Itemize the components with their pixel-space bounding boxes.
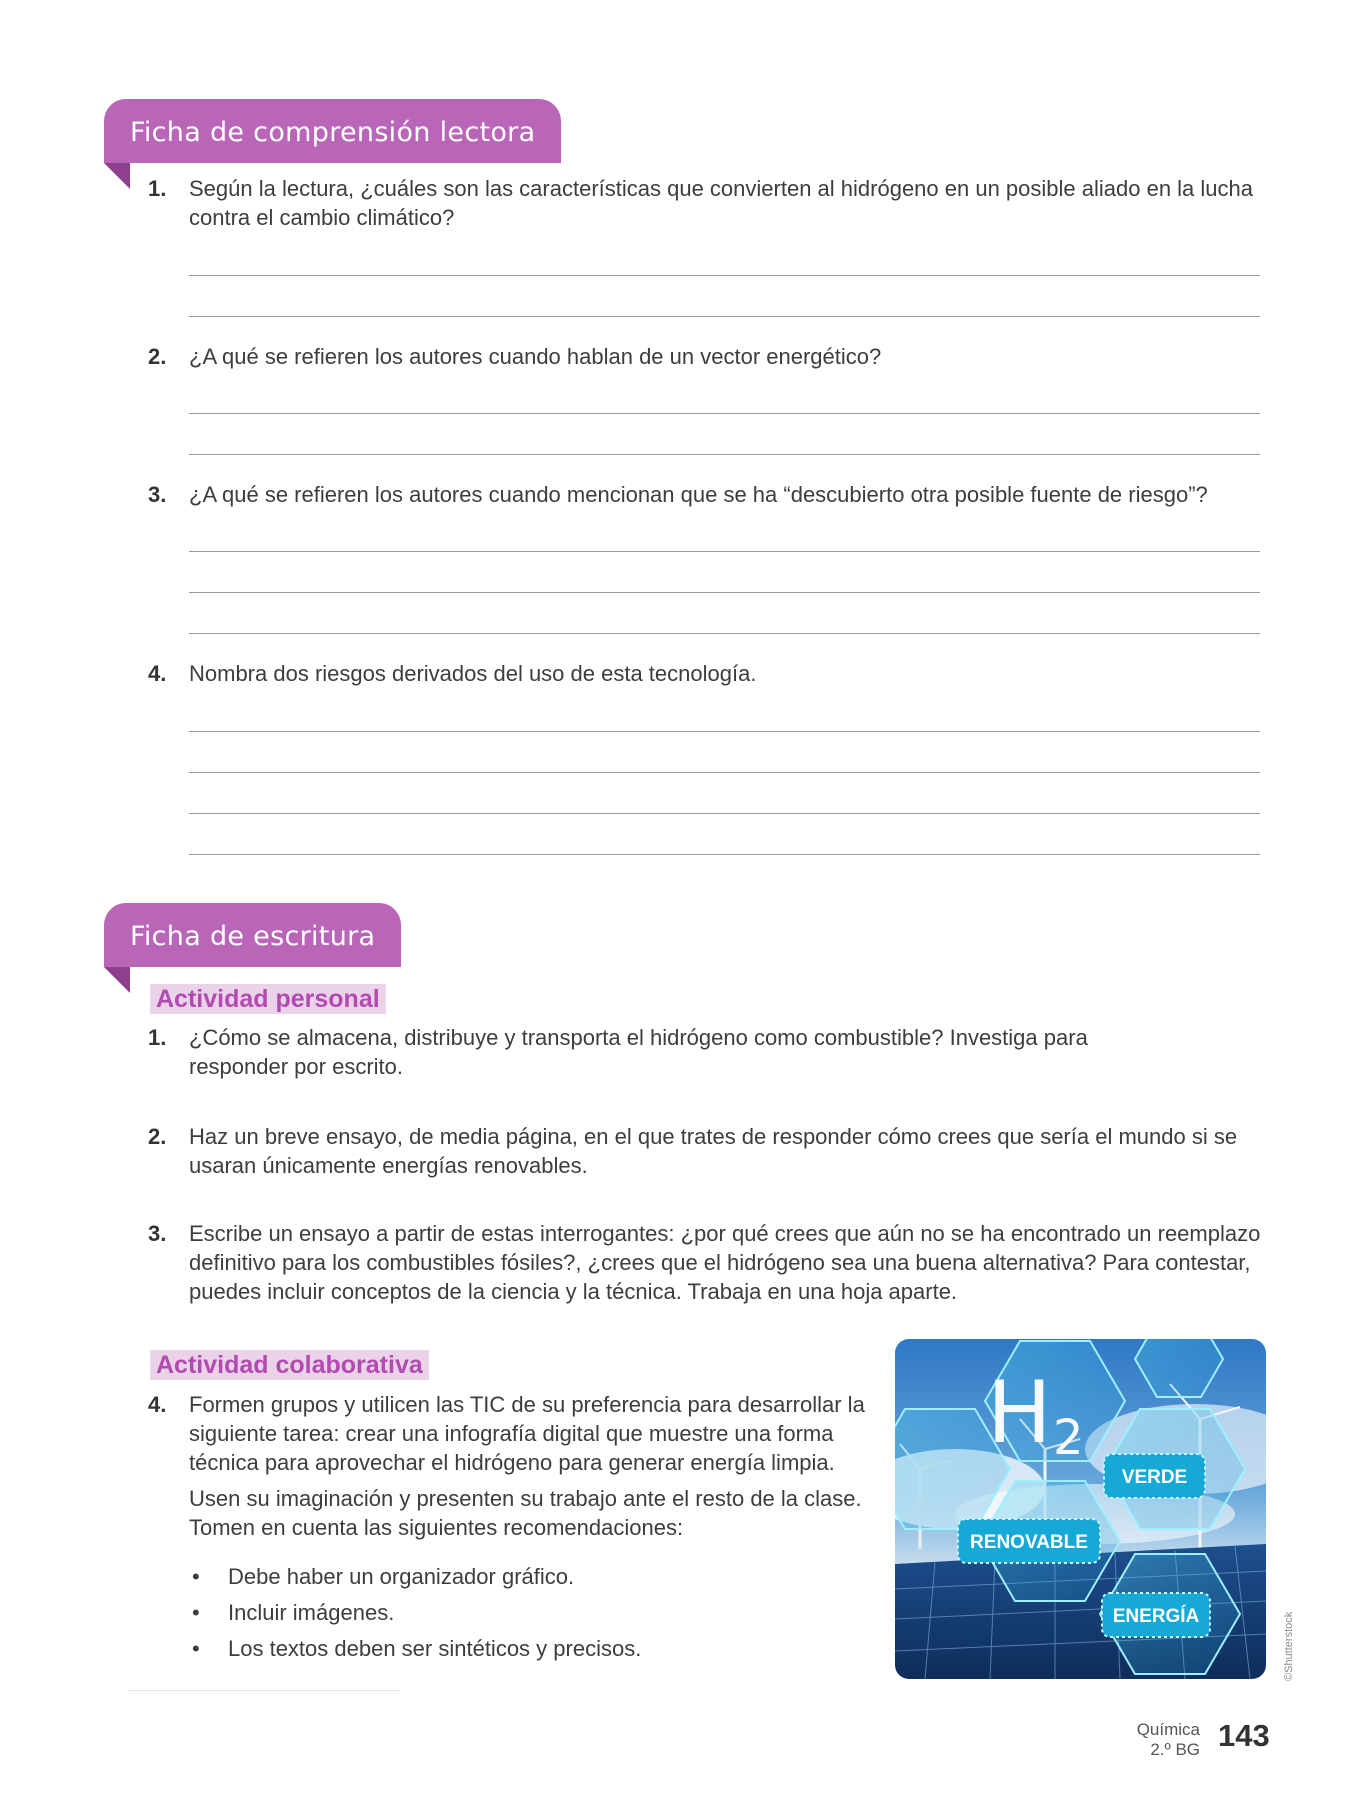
question-text: ¿A qué se refieren los autores cuando mencionan que se ha “descubierto otra posible fuente de riesgo”? [189,482,1208,507]
reading-question-3 [148,480,1268,509]
reading-question-1 [148,174,1268,232]
question-number: 2. [148,344,167,369]
item-number: 3. [148,1221,167,1246]
label-verde: VERDE [1121,1467,1188,1488]
personal-activity-label: Actividad personal [150,984,386,1014]
answer-line[interactable] [189,316,1260,317]
answer-line[interactable] [189,854,1260,855]
banner-fold-decoration [104,163,130,189]
question-number: 3. [148,482,167,507]
question-number: 4. [148,661,167,686]
answer-line[interactable] [189,454,1260,455]
page-number: 143 [1218,1718,1270,1753]
answer-line[interactable] [189,592,1260,593]
subject-level: 2.º BG [1150,1740,1200,1759]
banner-fold-decoration [104,967,130,993]
item-text: Haz un breve ensayo, de media página, en el que trates de responder cómo crees que sería el mundo si se usaran únicamente energías renovables. [189,1124,1238,1178]
hydrogen-illustration [895,1339,1266,1679]
item-number: 1. [148,1025,167,1050]
question-number: 1. [148,176,167,201]
writing-item-1 [148,1023,1148,1081]
hydrogen-infographic-image [895,1339,1266,1679]
item-text: Formen grupos y utilicen las TIC de su preferencia para desarrollar la siguiente tarea: crear una infografía digital que muestre una forma técnica para aprovechar el hidrógeno para generar energía limpia. [189,1392,865,1475]
footer-divider [128,1690,400,1691]
answer-line[interactable] [189,551,1260,552]
question-text: ¿A qué se refieren los autores cuando hablan de un vector energético? [189,344,882,369]
writing-item-4 [148,1390,870,1542]
question-text: Nombra dos riesgos derivados del uso de esta tecnología. [189,661,757,686]
writing-item-3 [148,1219,1268,1306]
reading-question-2 [148,342,1268,371]
answer-line[interactable] [189,275,1260,276]
bullet-icon: • [192,1600,200,1625]
recommendations-list [188,1559,641,1667]
list-item [188,1559,641,1595]
formula-subscript: 2 [1053,1410,1084,1466]
answer-line[interactable] [189,413,1260,414]
subject-name: Química [1136,1720,1200,1739]
answer-line[interactable] [189,633,1260,634]
reading-section-title: Ficha de comprensión lectora [104,99,561,163]
list-item-text: Incluir imágenes. [228,1600,395,1625]
footer-subject [1137,1720,1200,1760]
label-renovable: RENOVABLE [970,1532,1088,1553]
reading-question-4 [148,659,1268,688]
question-text: Según la lectura, ¿cuáles son las características que convierten al hidrógeno en un posible aliado en la lucha contra el cambio climático? [189,176,1253,230]
item-number: 2. [148,1124,167,1149]
item-text: Escribe un ensayo a partir de estas interrogantes: ¿por qué crees que aún no se ha encontrado un reemplazo definitivo para los combustibles fósiles?, ¿crees que el hidrógeno sea una buena alternativa? Para contestar, puedes incluir conceptos de la ciencia y la técnica. Trabaja en una hoja aparte. [189,1221,1261,1304]
item-text-continued: Usen su imaginación y presenten su trabajo ante el resto de la clase. Tomen en cuenta las siguientes recomendaciones: [189,1486,862,1540]
list-item [188,1595,641,1631]
collaborative-activity-label: Actividad colaborativa [150,1350,429,1380]
writing-item-2 [148,1122,1268,1180]
image-credit: ©Shutterstock [1283,1611,1295,1681]
answer-line[interactable] [189,813,1260,814]
answer-line[interactable] [189,731,1260,732]
answer-line[interactable] [189,772,1260,773]
item-number: 4. [148,1392,167,1417]
writing-section-title: Ficha de escritura [104,903,401,967]
label-energia: ENERGÍA [1112,1606,1200,1627]
list-item [188,1631,641,1667]
bullet-icon: • [192,1564,200,1589]
item-text: ¿Cómo se almacena, distribuye y transporta el hidrógeno como combustible? Investiga para responder por escrito. [189,1025,1088,1079]
list-item-text: Los textos deben ser sintéticos y precisos. [228,1636,642,1661]
bullet-icon: • [192,1636,200,1661]
list-item-text: Debe haber un organizador gráfico. [228,1564,575,1589]
formula-main: H [987,1363,1052,1463]
